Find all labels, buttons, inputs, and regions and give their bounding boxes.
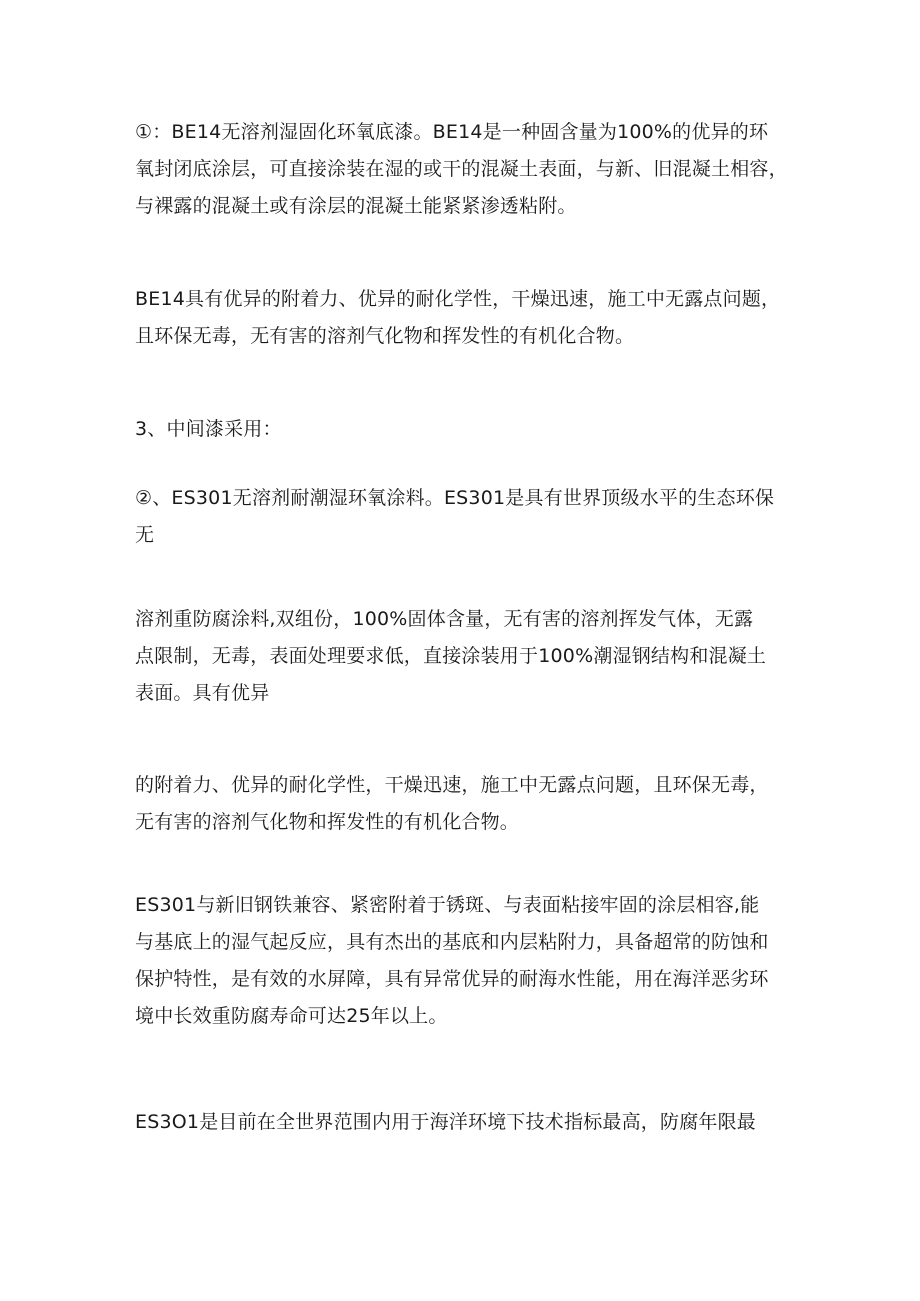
paragraph-es301-intro [135, 480, 795, 554]
text-line: BE14具有优异的附着力、优异的耐化学性，干燥迅速，施工中无露点问题， [135, 288, 781, 310]
paragraph-es301-ranking [135, 1104, 795, 1141]
text-line: 表面。具有优异 [135, 682, 270, 704]
text-line: 溶剂重防腐涂料,双组份，100%固体含量，无有害的溶剂挥发气体，无露 [135, 608, 754, 630]
paragraph-be14-properties [135, 281, 795, 355]
text-line: 点限制，无毒，表面处理要求低，直接涂装用于100%潮湿钢结构和混凝土 [135, 645, 767, 667]
text-line: 境中长效重防腐寿命可达25年以上。 [135, 1005, 448, 1027]
text-line: 3、中间漆采用： [135, 418, 282, 440]
text-line: ②、ES301无溶剂耐潮湿环氧涂料。ES301是具有世界顶级水平的生态环保 [135, 487, 775, 509]
section-heading-intermediate-coat [135, 411, 795, 448]
text-line: 无有害的溶剂气化物和挥发性的有机化合物。 [135, 811, 520, 833]
text-line: 的附着力、优异的耐化学性，干燥迅速，施工中无露点问题，且环保无毒， [135, 774, 769, 796]
paragraph-be14-intro [135, 114, 795, 225]
paragraph-es301-properties [135, 767, 795, 841]
text-line: 保护特性，是有效的水屏障，具有异常优异的耐海水性能，用在海洋恶劣环 [135, 968, 769, 990]
text-line: ES3O1是目前在全世界范围内用于海洋环境下技术指标最高，防腐年限最 [135, 1111, 756, 1133]
text-line: ①：BE14无溶剂湿固化环氧底漆。BE14是一种固含量为100%的优异的环 [135, 121, 769, 143]
text-line: 氧封闭底涂层，可直接涂装在湿的或干的混凝土表面，与新、旧混凝土相容， [135, 158, 788, 180]
text-line: 与裸露的混凝土或有涂层的混凝土能紧紧渗透粘附。 [135, 195, 577, 217]
text-line: 且环保无毒，无有害的溶剂气化物和挥发性的有机化合物。 [135, 325, 635, 347]
text-line: ES301与新旧钢铁兼容、紧密附着于锈斑、与表面粘接牢固的涂层相容,能 [135, 894, 760, 916]
text-line: 与基底上的湿气起反应，具有杰出的基底和内层粘附力，具备超常的防蚀和 [135, 931, 769, 953]
text-line: 无 [135, 524, 155, 546]
paragraph-es301-compatibility [135, 887, 795, 1035]
paragraph-es301-description [135, 601, 795, 712]
